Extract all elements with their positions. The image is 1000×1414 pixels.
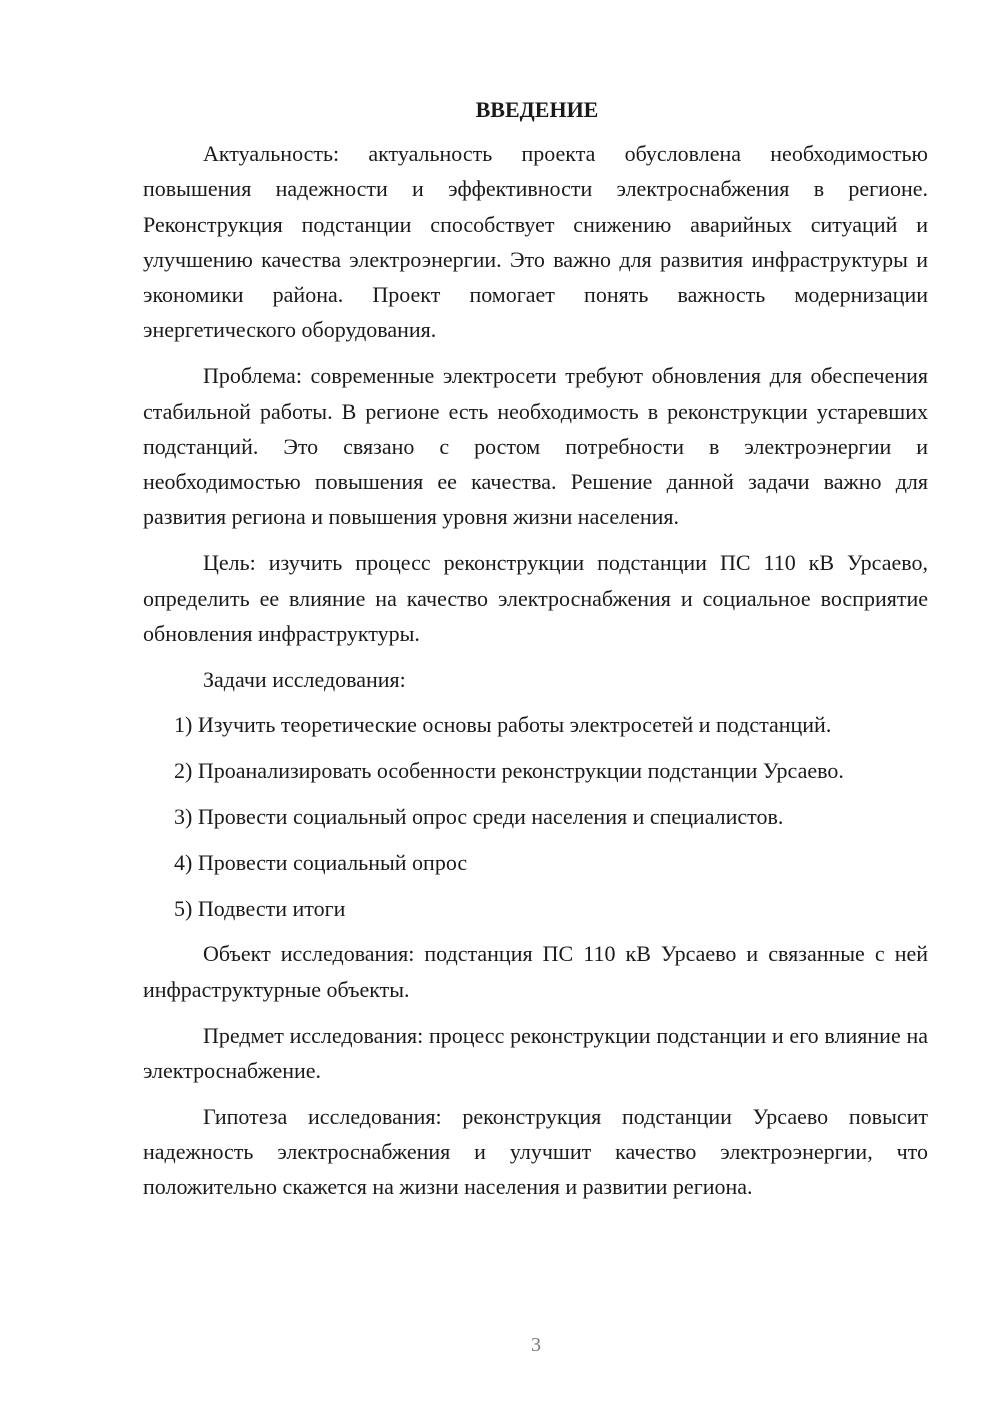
- paragraph-relevance: Актуальность: актуальность проекта обусловлена необходимостью повышения надежности и эффективности электроснабжения в регионе. Реконструкция подстанции способствует снижению аварийных ситуаций и улучшению качества электроэнергии. Это важно для развития инфраструктуры и экономики района. Проект помогает понять важность модернизации энергетического оборудования.: [143, 141, 928, 343]
- document-page: [143, 94, 928, 1215]
- paragraph-subject: Предмет исследования: процесс реконструкции подстанции и его влияние на электроснабжение.: [143, 1022, 928, 1083]
- task-item-5: 5) Подвести итоги: [174, 895, 346, 921]
- paragraph-goal: Цель: изучить процесс реконструкции подстанции ПС 110 кВ Урсаево, определить ее влияние на качество электроснабжения и социальное восприятие обновления инфраструктуры.: [143, 550, 928, 646]
- task-item-3: 3) Провести социальный опрос среди населения и специалистов.: [174, 804, 784, 830]
- task-item-4: 4) Провести социальный опрос: [174, 849, 468, 875]
- section-title: ВВЕДЕНИЕ: [475, 97, 599, 122]
- tasks-heading: Задачи исследования:: [203, 666, 406, 692]
- task-item-2: 2) Проанализировать особенности реконструкции подстанции Урсаево.: [174, 758, 844, 784]
- task-item-1: 1) Изучить теоретические основы работы электросетей и подстанций.: [174, 712, 832, 738]
- page-number: 3: [531, 1334, 541, 1356]
- paragraph-object: Объект исследования: подстанция ПС 110 кВ Урсаево и связанные с ней инфраструктурные объекты.: [143, 941, 928, 1002]
- paragraph-hypothesis: Гипотеза исследования: реконструкция подстанции Урсаево повысит надежность электроснабжения и улучшит качество электроэнергии, что положительно скажется на жизни населения и развитии региона.: [143, 1103, 928, 1200]
- paragraph-problem: Проблема: современные электросети требуют обновления для обеспечения стабильной работы. В регионе есть необходимость в реконструкции устаревших подстанций. Это связано с ростом потребности в электроэнергии и необходимостью повышения ее качества. Решение данной задачи важно для развития региона и повышения уровня жизни населения.: [143, 363, 928, 530]
